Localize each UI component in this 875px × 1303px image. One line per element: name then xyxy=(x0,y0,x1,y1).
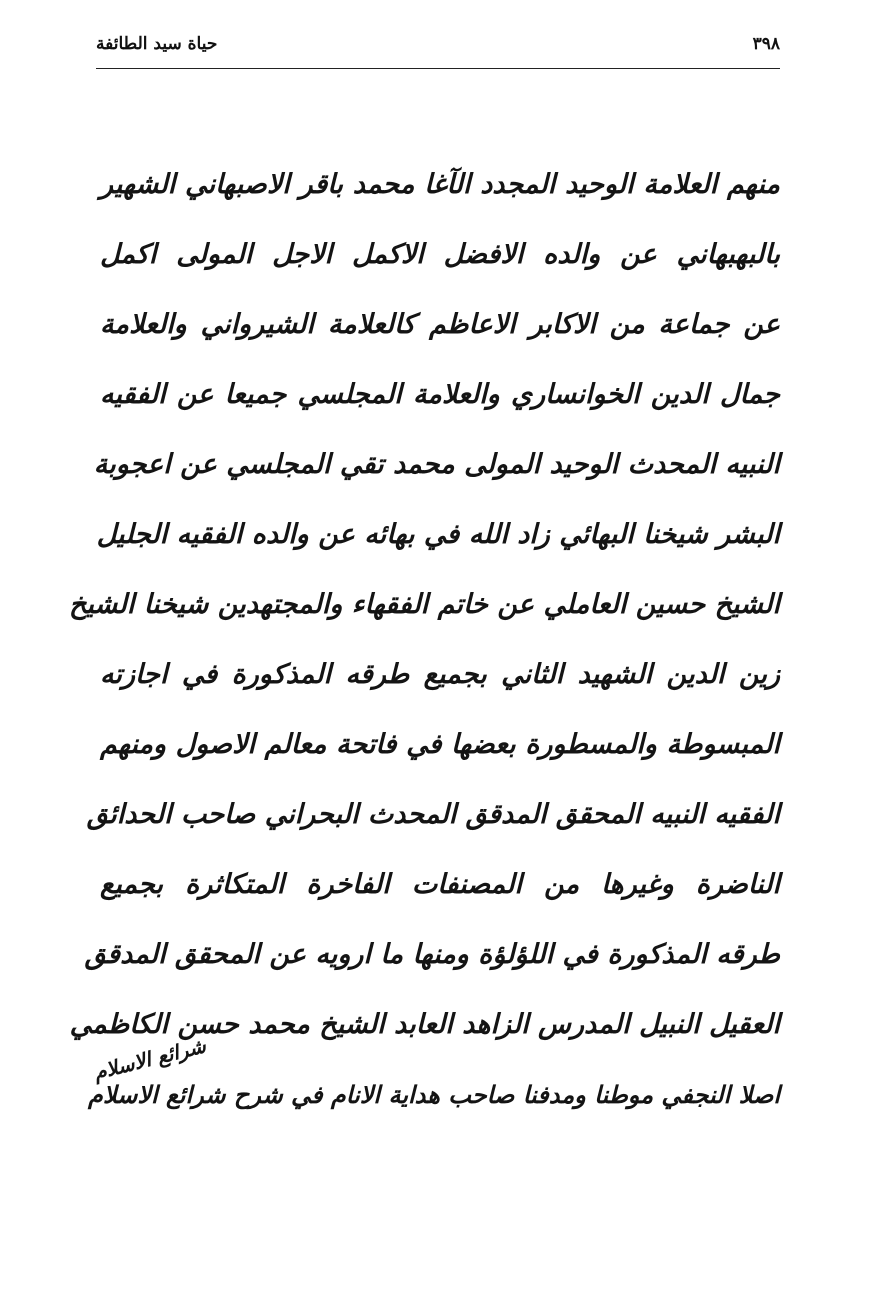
running-title: حياة سيد الطائفة xyxy=(96,34,218,54)
manuscript-line: جمال الدين الخوانساري والعلامة المجلسي جميعا عن الفقيه xyxy=(100,379,780,410)
manuscript-line: العقيل النبيل المدرس الزاهد العابد الشيخ محمد حسن الكاظمي xyxy=(69,1009,780,1040)
page-number: ٣٩٨ xyxy=(752,34,780,54)
manuscript-line: البشر شيخنا البهائي زاد الله في بهائه عن والده الفقيه الجليل xyxy=(96,519,780,550)
header-rule xyxy=(96,68,780,69)
manuscript-line: طرقه المذكورة في اللؤلؤة ومنها ما ارويه عن المحقق المدقق xyxy=(84,939,780,970)
manuscript-line: المبسوطة والمسطورة بعضها في فاتحة معالم الاصول ومنهم xyxy=(100,729,780,760)
manuscript-line: الناضرة وغيرها من المصنفات الفاخرة المتكاثرة بجميع xyxy=(100,869,780,900)
manuscript-line: منهم العلامة الوحيد المجدد الآغا محمد باقر الاصبهاني الشهير xyxy=(100,169,780,200)
manuscript-line: زين الدين الشهيد الثاني بجميع طرقه المذكورة في اجازته xyxy=(100,659,780,690)
marginal-note: شرائع الاسلام xyxy=(91,1033,209,1085)
manuscript-line: الشيخ حسين العاملي عن خاتم الفقهاء والمجتهدين شيخنا الشيخ xyxy=(68,589,780,620)
manuscript-line: النبيه المحدث الوحيد المولى محمد تقي المجلسي عن اعجوبة xyxy=(93,449,780,480)
manuscript-line: عن جماعة من الاكابر الاعاظم كالعلامة الشيرواني والعلامة xyxy=(100,309,780,340)
manuscript-line: اصلا النجفي موطنا ومدفنا صاحب هداية الانام في شرح شرائع الاسلام xyxy=(88,1081,780,1109)
page-header xyxy=(96,30,780,70)
manuscript-line: الفقيه النبيه المحقق المدقق المحدث البحراني صاحب الحدائق xyxy=(86,799,780,830)
manuscript-line: بالبهبهاني عن والده الافضل الاكمل الاجل المولى اكمل xyxy=(100,239,780,270)
handwritten-manuscript xyxy=(68,150,780,1160)
